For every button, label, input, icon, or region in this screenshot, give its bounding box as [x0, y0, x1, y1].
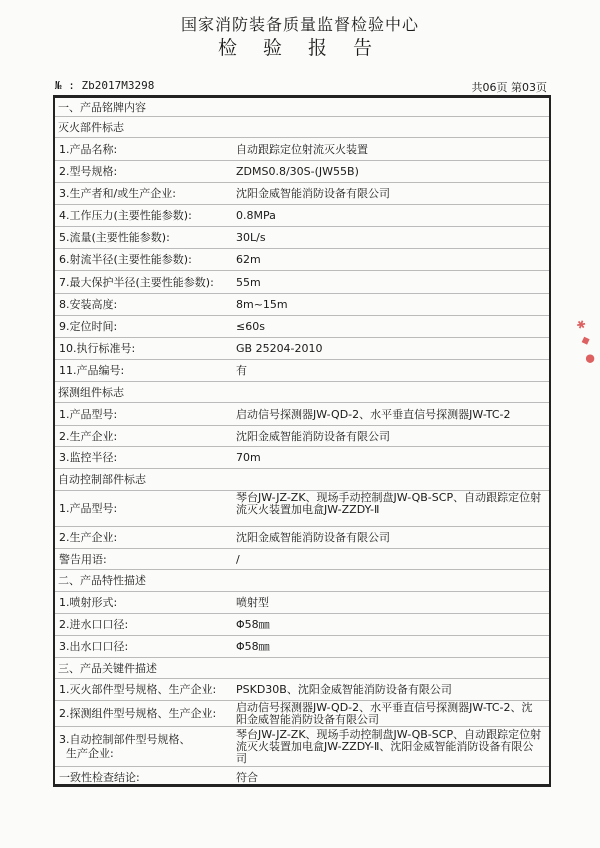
field-label: 2.探测组件型号规格、生产企业:	[59, 707, 217, 720]
field-value: 琴台JW-JZ-ZK、现场手动控制盘JW-QB-SCP、自动跟踪定位射流灭火装置加电盒JW-ZZDY-Ⅱ、沈阳金威智能消防设备有限公司	[236, 728, 542, 765]
table-row	[55, 227, 549, 249]
table-row	[55, 727, 549, 767]
field-value: 8m~15m	[236, 298, 288, 311]
table-row	[55, 527, 549, 549]
field-label: 1.喷射形式:	[59, 596, 118, 609]
table-row	[55, 614, 549, 636]
section-header	[55, 117, 549, 138]
field-label: 11.产品编号:	[59, 364, 125, 377]
field-value: 70m	[236, 451, 261, 464]
field-value: 沈阳金威智能消防设备有限公司	[236, 187, 390, 200]
field-label: 10.执行标准号:	[59, 342, 136, 355]
report-number: № : Zb2017M3298	[55, 79, 155, 92]
field-label: 4.工作压力(主要性能参数):	[59, 209, 192, 222]
field-label: 自动控制部件标志	[58, 473, 146, 486]
field-label: 6.射流半径(主要性能参数):	[59, 253, 192, 266]
field-label: 7.最大保护半径(主要性能参数):	[59, 275, 214, 289]
field-value: ZDMS0.8/30S-(JW55B)	[236, 165, 359, 178]
field-value: GB 25204-2010	[236, 342, 323, 355]
section-header	[55, 658, 549, 679]
field-value: 55m	[236, 275, 261, 289]
table-row	[55, 426, 549, 447]
table-row	[55, 592, 549, 614]
table-row	[55, 294, 549, 316]
field-label: 9.定位时间:	[59, 320, 118, 333]
table-row	[55, 767, 549, 789]
field-label: 1.产品型号:	[59, 407, 118, 421]
field-label: 3.生产者和/或生产企业:	[59, 187, 176, 200]
section-header	[55, 469, 549, 491]
section-header	[55, 382, 549, 403]
section-header	[55, 570, 549, 592]
table-row	[55, 249, 549, 271]
table-row	[55, 161, 549, 183]
field-label: 灭火部件标志	[58, 120, 124, 134]
page-info: 共06页 第03页	[471, 81, 547, 94]
table-row	[55, 679, 549, 701]
field-value: 符合	[236, 771, 258, 784]
field-label: 8.安装高度:	[59, 298, 118, 311]
table-row	[55, 360, 549, 382]
table-row	[55, 701, 549, 727]
field-value: 启动信号探测器JW-QD-2、水平垂直信号探测器JW-TC-2、沈阳金威智能消防设备有限公司	[236, 701, 533, 726]
field-value: 沈阳金威智能消防设备有限公司	[236, 531, 390, 544]
field-value: Φ58㎜	[236, 618, 270, 631]
section-header	[55, 98, 549, 117]
field-label: 2.生产企业:	[59, 531, 118, 544]
report-title: 检 验 报 告	[217, 37, 383, 59]
field-label: 一、产品铭牌内容	[58, 100, 146, 114]
table-row	[55, 447, 549, 469]
field-value: 30L/s	[236, 231, 266, 244]
field-label: 2.进水口口径:	[59, 618, 129, 631]
field-value: 0.8MPa	[236, 209, 276, 222]
table-row	[55, 549, 549, 570]
field-value: PSKD30B、沈阳金威智能消防设备有限公司	[236, 683, 452, 696]
field-value: 62m	[236, 253, 261, 266]
field-label: 5.流量(主要性能参数):	[59, 231, 170, 244]
table-row	[55, 271, 549, 294]
field-label: 一致性检查结论:	[59, 771, 140, 784]
field-value: 启动信号探测器JW-QD-2、水平垂直信号探测器JW-TC-2	[236, 407, 511, 421]
field-value: 沈阳金威智能消防设备有限公司	[236, 429, 390, 443]
table-row	[55, 183, 549, 205]
field-label: 1.产品名称:	[59, 142, 118, 156]
field-value: ≤60s	[236, 320, 265, 333]
field-value: 自动跟踪定位射流灭火装置	[236, 142, 368, 156]
field-value: 有	[236, 364, 247, 377]
field-label: 2.型号规格:	[59, 165, 118, 178]
field-value: 喷射型	[236, 596, 269, 609]
field-label: 3.自动控制部件型号规格、 生产企业:	[59, 733, 191, 760]
field-label: 1.产品型号:	[59, 502, 118, 515]
field-label: 3.监控半径:	[59, 451, 118, 464]
field-label: 三、产品关键件描述	[58, 661, 157, 675]
field-value: /	[236, 552, 240, 566]
table-row	[55, 491, 549, 527]
field-value: 琴台JW-JZ-ZK、现场手动控制盘JW-QB-SCP、自动跟踪定位射流灭火装置加电盒JW-ZZDY-Ⅱ	[236, 491, 542, 516]
table-row	[55, 636, 549, 658]
field-label: 二、产品特性描述	[58, 574, 146, 587]
table-row	[55, 338, 549, 360]
report-table	[53, 95, 551, 787]
seal-stamp-fragment: ✱ ◆ ●	[573, 318, 599, 365]
field-label: 探测组件标志	[58, 385, 124, 399]
table-row	[55, 316, 549, 338]
table-row	[55, 138, 549, 161]
field-label: 1.灭火部件型号规格、生产企业:	[59, 683, 217, 696]
table-row	[55, 205, 549, 227]
field-label: 2.生产企业:	[59, 429, 118, 443]
field-label: 警告用语:	[59, 552, 107, 566]
org-title: 国家消防装备质量监督检验中心	[180, 15, 419, 34]
field-label: 3.出水口口径:	[59, 640, 129, 653]
field-value: Φ58㎜	[236, 640, 270, 653]
table-row	[55, 403, 549, 426]
